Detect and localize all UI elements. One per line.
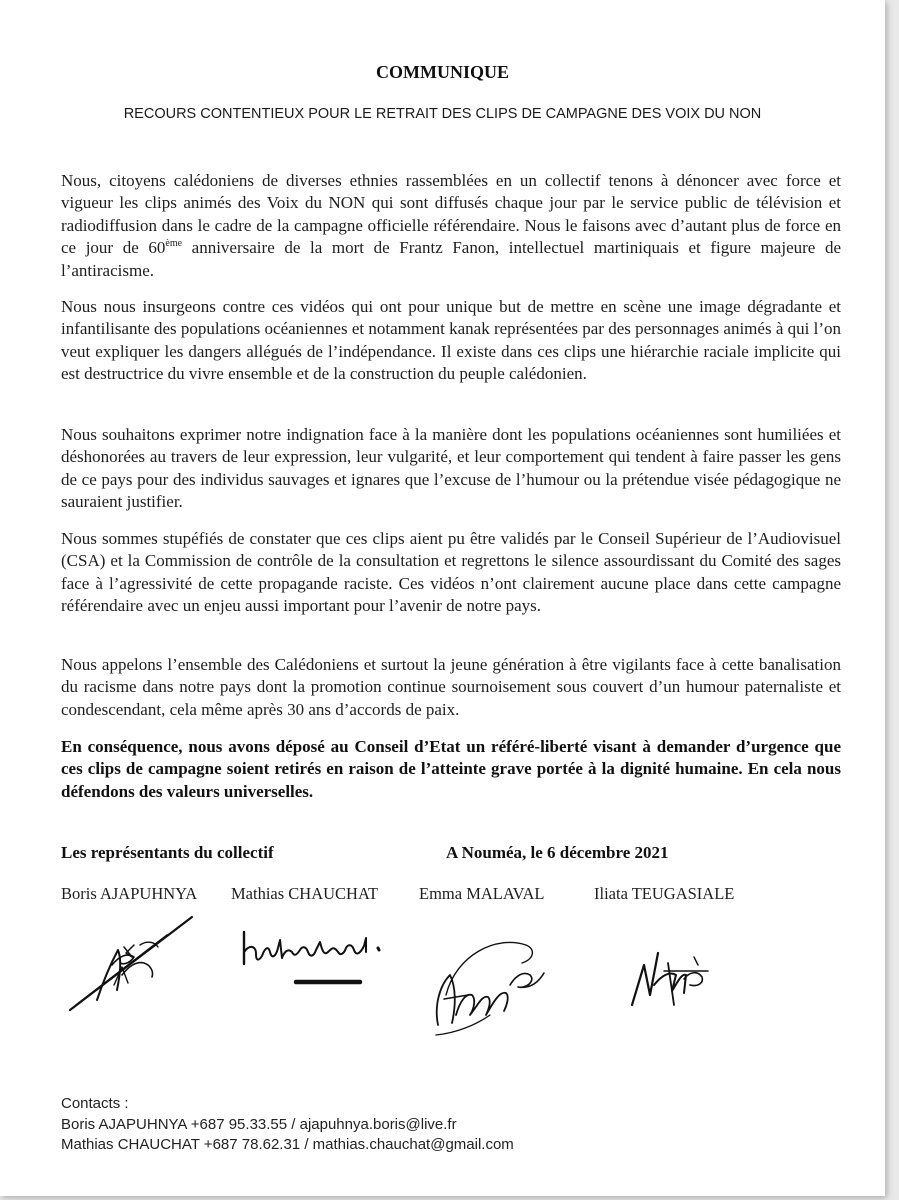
signature-image-1 <box>62 905 202 1020</box>
paragraph-3: Nous souhaitons exprimer notre indignation face à la manière dont les populations océaniennes sont humiliées et déshonorées au travers de leur expression, leur vulgarité, et leur comportement qui tendent à faire passer les gens de ce pays pour des individus sauvages et ignares que l’excuse de l’humour ou la prétendue visée pédagogique ne sauraient justifier. <box>61 425 841 512</box>
contacts-block <box>61 1094 514 1156</box>
contact-line-1: Boris AJAPUHNYA +687 95.33.55 / ajapuhnya.boris@live.fr <box>61 1115 457 1133</box>
paragraph-5: Nous appelons l’ensemble des Calédoniens et surtout la jeune génération à être vigilants face à cette banalisation du racisme dans notre pays dont la promotion continue sournoisement sous couvert d’un humour paternaliste et condescendant, cela même après 30 ans d’accords de paix. <box>61 655 841 719</box>
ordinal-suffix: ème <box>165 238 183 250</box>
contact-line-2: Mathias CHAUCHAT +687 78.62.31 / mathias.chauchat@gmail.com <box>61 1136 514 1153</box>
paragraph-1 <box>61 170 841 282</box>
signatory-name-3: Emma MALAVAL <box>419 884 545 903</box>
paragraph-2: Nous nous insurgeons contre ces vidéos qui ont pour unique but de mettre en scène une image dégradante et infantilisante des populations océaniennes et notamment kanak représentées par des personnages animés à qui l’on veut expliquer les dangers allégués de l’indépendance. Il existe dans ces clips une hiérarchie raciale implicite qui est destructrice du vivre ensemble et de la construction du peuple calédonien. <box>61 297 841 384</box>
signatory-name-2: Mathias CHAUCHAT <box>231 884 379 903</box>
paragraph-4: Nous sommes stupéfiés de constater que ces clips aient pu être validés par le Conseil Supérieur de l’Audiovisuel (CSA) et la Commission de contrôle de la consultation et regrettons le silence assourdissant du Comité des sages face à l’agressivité de cette propagande raciste. Ces vidéos n’ont clairement aucune place dans cette campagne référendaire avec un enjeu aussi important pour l’avenir de notre pays. <box>61 529 841 616</box>
signatory-name-4: Iliata TEUGASIALE <box>594 884 735 903</box>
paragraph-6-conclusion: En conséquence, nous avons déposé au Conseil d’Etat un référé-liberté visant à demander d’urgence que ces clips de campagne soient retirés en raison de l’atteinte grave portée à la dignité humaine. En cela nous défendons des valeurs universelles. <box>61 737 841 801</box>
contacts-label: Contacts : <box>61 1095 129 1112</box>
paragraph-1-text: Nous, citoyens calédoniens de diverses ethnies rassemblées en un collectif tenons à dénoncer avec force et vigueur les clips animés des Voix du NON qui sont diffusés chaque jour par le service public de télévision et radiodiffusion dans le cadre de la campagne officielle référendaire. Nous le faisons avec d’autant plus de force en ce jour de 60 <box>61 171 841 258</box>
signature-image-2 <box>238 922 388 1002</box>
signature-image-4 <box>624 935 724 1015</box>
paragraph-1-text-cont: anniversaire de la mort de Frantz Fanon, intellectuel martiniquais et figure majeure de l’antiracisme. <box>61 238 841 280</box>
place-date: A Nouméa, le 6 décembre 2021 <box>446 843 669 862</box>
document-title: COMMUNIQUE <box>376 62 509 82</box>
signatory-name-1: Boris AJAPUHNYA <box>61 884 198 903</box>
representatives-label: Les représentants du collectif <box>61 843 274 862</box>
document-subtitle: RECOURS CONTENTIEUX POUR LE RETRAIT DES CLIPS DE CAMPAGNE DES VOIX DU NON <box>123 106 762 122</box>
signature-image-3 <box>426 915 556 1045</box>
